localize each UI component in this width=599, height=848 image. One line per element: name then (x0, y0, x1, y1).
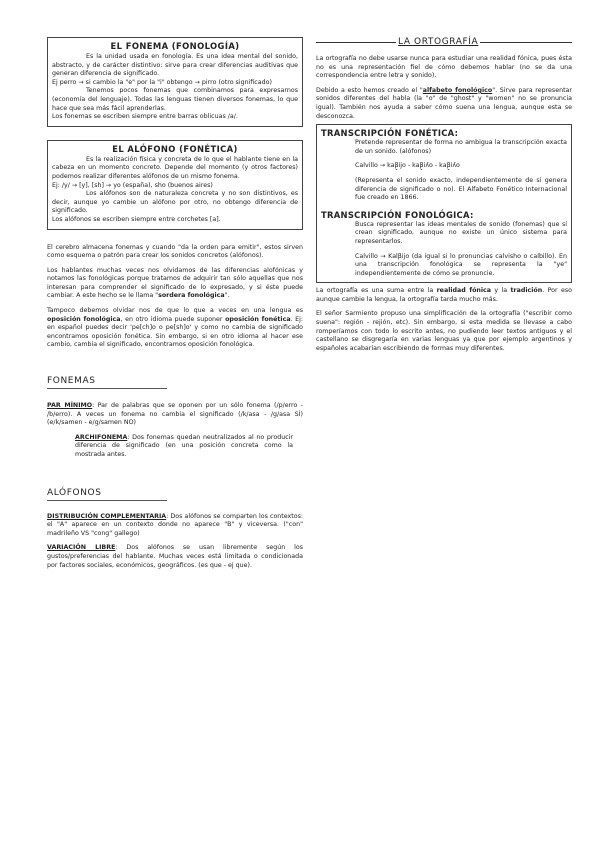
ortografia-intro: La ortografía no debe usarse nunca para estudiar una realidad fónica, pues ésta no es una representación fiel de cómo debemos hablar (no se da una correspondencia entre letra y sonido). (316, 55, 572, 80)
alofono-example: Ej: /y/ → [y], [sh] → yo (españa), sho (buenos aires) (52, 181, 213, 189)
fonetica-title: TRANSCRIPCIÓN FONÉTICA: (321, 128, 459, 139)
fonema-box (47, 37, 303, 127)
fonologica-definition: Busca representar las ideas mentales de sonido (fonemas) que sí crean significado, aunque no existe un único sistema para representarlos. (355, 220, 567, 245)
left-column (47, 0, 303, 570)
fonologica-body (321, 221, 567, 279)
alfabeto-term: alfabeto fonológico (422, 86, 493, 94)
fonemas-heading: FONEMAS (47, 376, 96, 387)
oposicion-paragraph: Tampoco debemos olvidar nos de que lo que a veces en una lengua es oposición fonológica, en otro idioma puede suponer oposición fonética. Ej: en español puedes decir 'pe[ch]o o pe[sh]o' y como no cambia de significado encontramos oposición fonética. Sin embargo, si en otro idioma al hacer ese cambio, cambia el significado, encontramos oposición fonológica. (47, 307, 303, 349)
fonema-example: Ej perro → si cambio la "e" por la "i" obtengo → pirro (otro significado) (52, 78, 272, 86)
heading-rule-right (480, 42, 572, 43)
fonetica-definition: Pretende representar de forma no ambigua la transcripción exacta de un sonido. (alófonos) (355, 139, 567, 155)
archifonema-term: ARCHIFONEMA (75, 433, 128, 441)
alofono-nature: Los alófonos son de naturaleza concreta y no son distintivos, es decir, aunque yo cambie un alófono por otro, no obtengo diferencia de significado. (52, 190, 298, 215)
distribucion-paragraph: DISTRIBUCIÓN COMPLEMENTARIA: Dos alófonos se comparten los contextos: el "A" aparece en un contexto donde no aparece "B" y viceversa. ("con" madrileño VS "cong" gallego) (47, 512, 303, 537)
fonema-title: EL FONEMA (FONOLOGÍA) (110, 41, 240, 51)
alofono-title: EL ALÓFONO (FONÉTICA) (112, 143, 238, 154)
fonemas-underline (47, 388, 167, 389)
oposicion-fonologica-term: oposición fonológica (47, 315, 121, 323)
tradicion-term: tradición (510, 287, 543, 295)
suma-paragraph: La ortografía es una suma entre la realidad fónica y la tradición. Por eso aunque cambie la lengua, la ortografía tarda mucho más. (316, 287, 573, 303)
ortografia-heading-row (316, 37, 572, 47)
alofonos-heading: ALÓFONOS (47, 487, 102, 498)
archifonema-paragraph: ARCHIFONEMA: Dos fonemas quedan neutralizados al no producir diferencia de significado (en una posición concreta como la mostrada antes. (75, 433, 293, 458)
ortografia-heading: LA ORTOGRAFÍA (398, 37, 479, 47)
sordera-term: sordera fonológica (158, 292, 225, 300)
transcription-box (316, 124, 572, 283)
alfabeto-paragraph: Debido a esto hemos creado el "alfabeto fonológico". Sirve para representar sonidos diferentes del habla (la "o" de "ghost" y "women" no se pronuncia igual). También nos ayuda a saber cómo suena una lengua, aunque esta se desconozca. (316, 86, 572, 120)
fonema-definition: Es la unidad usada en fonología. Es una idea mental del sonido, abstracto, y de carácter distintivo: sirve para crear diferencias auditivas que generan diferencia de significado. (52, 53, 298, 78)
fonologica-title: TRANSCRIPCIÓN FONOLÓGICA: (321, 209, 474, 220)
fonema-notation: Los fonemas se escriben siempre entre barras oblicuas /a/. (52, 113, 238, 121)
alofono-box (47, 140, 303, 230)
fonologica-example: Calvillo → Kalβijo (da igual si lo pronuncias calvisho o calbillo). En una transcripción fonológica se representa la "ye" independientemente de cómo se pronuncie. (355, 252, 567, 277)
brain-paragraph: El cerebro almacena fonemas y cuando "da la orden para emitir", estos sirven como esquema o patrón para crear los sonidos concretos (alófonos). (47, 243, 303, 260)
par-minimo-term: PAR MÍNIMO (47, 402, 93, 410)
oposicion-fonetica-term: oposición fonética (225, 315, 291, 323)
variacion-term: VARIACIÓN LIBRE (47, 544, 116, 552)
alofono-notation: Los alófonos se escriben siempre entre corchetes [a]. (52, 215, 221, 223)
realidad-fonica-term: realidad fónica (436, 287, 492, 295)
variacion-paragraph: VARIACIÓN LIBRE: Dos alófonos se usan libremente según los gustos/preferencias del hablante. Muchas veces está limitada o condicionada por factores sociales, económicos, geográficos. (es que - ej que). (47, 544, 303, 569)
fonetica-note: (Representa el sonido exacto, independientemente de si genera diferencia de significado o no). El Alfabeto Fonético Internacional fue creado en 1866. (355, 176, 567, 202)
fonema-economy: Tenemos pocos fonemas que combinamos para expresarnos (economía del lenguaje). Todas las lenguas tienen diversos fonemas, lo que hace que sea más fácil aprenderlas. (52, 87, 298, 112)
sarmiento-paragraph: El señor Sarmiento propuso una simplificación de la ortografía ("escribir como suena": región - rejión, etc). Sin embargo, si esta medida se llevase a cabo romperíamos con todo lo escrito antes, no pudiendo leer textos antiguos y el castellano se disgregaría en varias lenguas ya que por ejemplo argentinos y españoles acabarían escribiendo de formas muy diferentes. (316, 310, 572, 352)
par-minimo-paragraph: PAR MÍNIMO: Par de palabras que se oponen por un sólo fonema (/p/erro - /b/erro). A veces un fonema no cambia el significado (/k/asa - /g/asa SÍ) (e/k/samen - e/g/samen NO) (47, 402, 304, 427)
alofonos-underline (47, 500, 167, 501)
sordera-paragraph: Los hablantes muchas veces nos olvidamos de las diferencias alofónicas y notamos las fonológicas porque tratamos de adquirir tan sólo aquellas que nos interesan para comprender el significado de lo expresado, y si éste puede cambiar. A este hecho se le llama "sordera fonológica". (47, 266, 303, 300)
distribucion-term: DISTRIBUCIÓN COMPLEMENTARIA (47, 512, 167, 520)
heading-rule-left (316, 42, 396, 43)
alofono-definition: Es la realización física y concreta de lo que el hablante tiene en la cabeza en un momento concreto. Depende del momento (y otros factores) podemos realizar diferentes alófonos de un mismo fonema. (52, 155, 298, 180)
fonetica-body (321, 139, 567, 203)
fonetica-example: Calvillo → kaβ̞ijo - kaβ̞iʎo - kaβ̞iʎo (355, 162, 460, 170)
right-column (316, 0, 572, 353)
